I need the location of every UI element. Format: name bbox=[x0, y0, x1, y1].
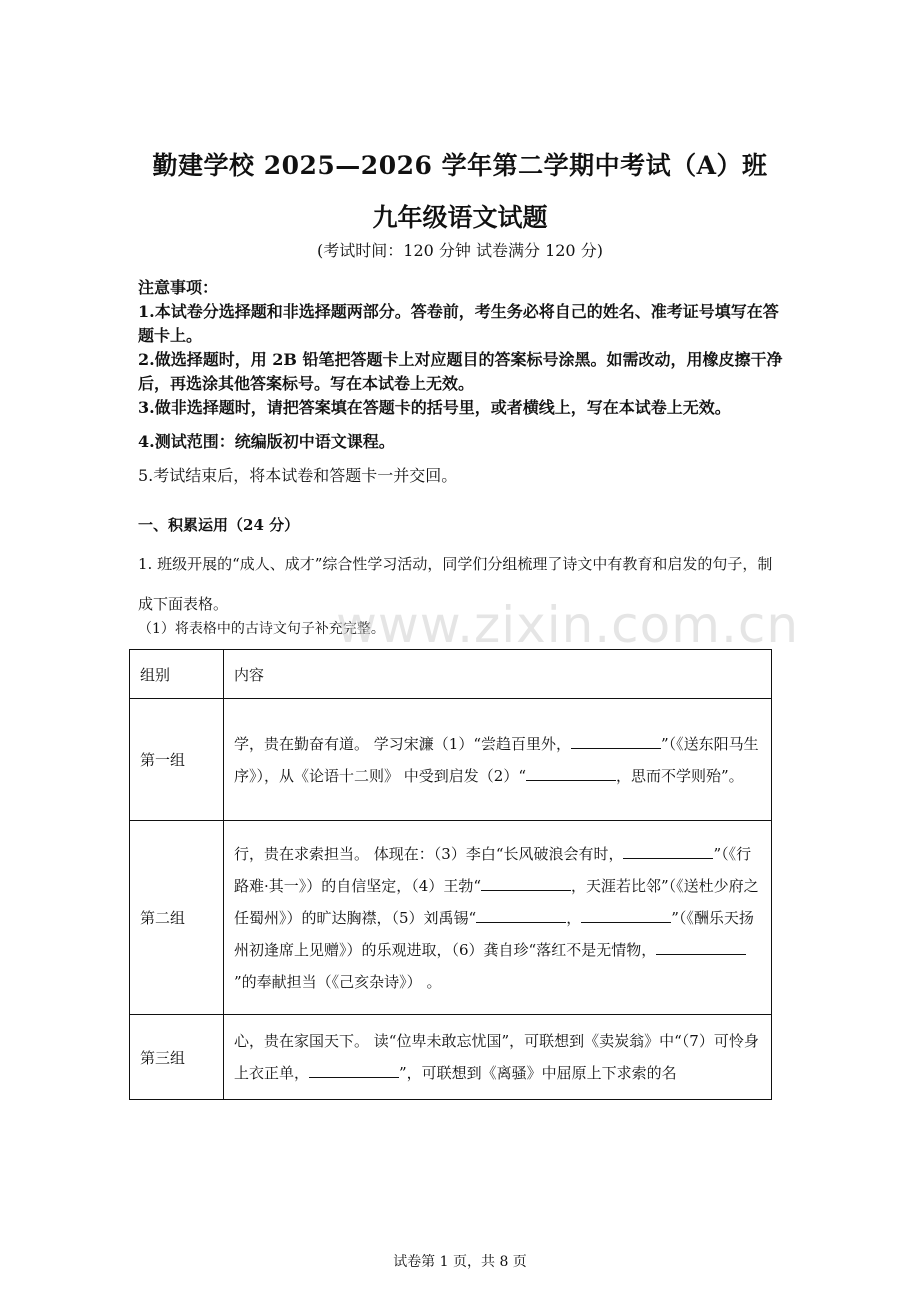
table-row bbox=[130, 699, 772, 821]
answer-blank[interactable] bbox=[623, 840, 713, 859]
group-label: 第一组 bbox=[130, 699, 224, 821]
table-header-row bbox=[130, 650, 772, 699]
notes-heading: 注意事项： bbox=[138, 278, 219, 297]
note-item-5: 5.考试结束后，将本试卷和答题卡一并交回。 bbox=[138, 466, 458, 485]
group-content bbox=[224, 821, 772, 1015]
question-1-subquestion: （1）将表格中的古诗文句子补充完整。 bbox=[138, 621, 385, 637]
subject-title: 九年级语文试题 bbox=[372, 203, 548, 232]
answer-blank[interactable] bbox=[526, 762, 616, 781]
content-text: ，思而不学则殆”。 bbox=[615, 766, 744, 785]
group-label: 第二组 bbox=[130, 821, 224, 1015]
note-item-3: 3.做非选择题时，请把答案填在答题卡的括号里，或者横线上，写在本试卷上无效。 bbox=[138, 398, 731, 417]
page-footer: 试卷第 1 页，共 8 页 bbox=[393, 1254, 527, 1270]
answer-blank[interactable] bbox=[476, 904, 566, 923]
note-item-4: 4.测试范围：统编版初中语文课程。 bbox=[138, 432, 395, 451]
exam-info: (考试时间：120 分钟 试卷满分 120 分) bbox=[317, 241, 603, 260]
group-content bbox=[224, 1015, 772, 1100]
content-text: ”（《行路难·其一》）的自信坚定，（4）王勃“ bbox=[234, 844, 752, 895]
group-content bbox=[224, 699, 772, 821]
answer-blank[interactable] bbox=[309, 1059, 399, 1078]
question-1-text: 1. 班级开展的“成人、成才”综合性学习活动，同学们分组梳理了诗文中有教育和启发的句子，制成下面表格。 bbox=[138, 555, 773, 613]
table-row bbox=[130, 821, 772, 1015]
content-text: 学，贵在勤奋有道。 学习宋濂（1）“尝趋百里外， bbox=[234, 734, 571, 753]
content-text: ”，可联想到《离骚》中屈原上下求索的名 bbox=[399, 1064, 677, 1082]
watermark: www.zixin.com.cn bbox=[336, 596, 800, 654]
answer-blank[interactable] bbox=[481, 872, 571, 891]
header-content: 内容 bbox=[224, 650, 772, 699]
group-label: 第三组 bbox=[130, 1015, 224, 1100]
section-heading: 一、积累运用（24 分） bbox=[138, 516, 300, 534]
note-item-1: 1.本试卷分选择题和非选择题两部分。答卷前，考生务必将自己的姓名、准考证号填写在答题卡上。 bbox=[138, 302, 779, 345]
content-text: ”（《送东阳马生序》），从《论语十二则》 中受到启发（2）“ bbox=[234, 734, 759, 785]
header-group: 组别 bbox=[130, 650, 224, 699]
table-row bbox=[130, 1015, 772, 1100]
answer-blank[interactable] bbox=[571, 730, 661, 749]
content-text: 行，贵在求索担当。 体现在：（3）李白“长风破浪会有时， bbox=[234, 844, 624, 863]
content-text: ，天涯若比邻”（《送杜少府之任蜀州》）的旷达胸襟，（5）刘禹锡“ bbox=[234, 876, 759, 927]
exam-title: 勤建学校 2025—2026 学年第二学期中考试（A）班 bbox=[152, 151, 768, 180]
content-text: ， bbox=[566, 908, 582, 927]
content-text: ”（《酬乐天扬州初逢席上见赠》）的乐观进取，（6）龚自珍“落红不是无情物， bbox=[234, 908, 754, 959]
note-item-2: 2.做选择题时，用 2B 铅笔把答题卡上对应题目的答案标号涂黑。如需改动，用橡皮擦干净后，再选涂其他答案标号。写在本试卷上无效。 bbox=[138, 350, 783, 393]
content-text: ”的奉献担当（《己亥杂诗》） 。 bbox=[234, 972, 442, 991]
answer-blank[interactable] bbox=[581, 904, 671, 923]
poetry-table bbox=[129, 649, 772, 1100]
content-text: 心，贵在家国天下。 读“位卑未敢忘忧国”，可联想到《卖炭翁》中“（7）可怜身上衣正单， bbox=[234, 1032, 759, 1082]
answer-blank[interactable] bbox=[656, 936, 746, 955]
notes-section bbox=[138, 276, 783, 488]
